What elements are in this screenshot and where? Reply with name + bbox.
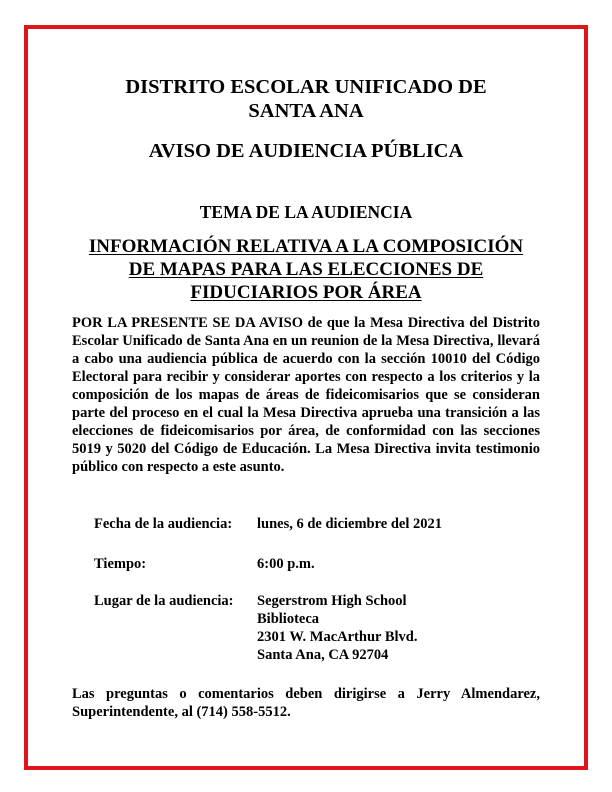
contact-paragraph: Las preguntas o comentarios deben dirigirse a Jerry Almendarez, Superintendente, al (714) 558-5512.	[72, 686, 540, 720]
district-name-line2: SANTA ANA	[248, 100, 364, 122]
topic-heading	[72, 200, 540, 224]
topic-title	[72, 235, 540, 304]
notice-title-text: AVISO DE AUDIENCIA PÚBLICA	[148, 140, 464, 162]
place-line1: Segerstrom High School	[257, 593, 407, 609]
place-line2: Biblioteca	[257, 611, 320, 627]
topic-title-line2: DE MAPAS PARA LAS ELECCIONES DE	[128, 259, 484, 280]
district-name-line1: DISTRITO ESCOLAR UNIFICADO DE	[125, 76, 487, 98]
time-value: 6:00 p.m.	[257, 556, 315, 572]
topic-title-line2-wrap	[72, 258, 540, 281]
date-value: lunes, 6 de diciembre del 2021	[257, 516, 443, 532]
topic-title-line3: FIDUCIARIOS POR ÁREA	[190, 282, 422, 303]
notice-title	[72, 139, 540, 163]
district-name	[72, 75, 540, 123]
place-label: Lugar de la audiencia:	[94, 593, 234, 609]
time-label: Tiempo:	[94, 556, 147, 572]
date-label: Fecha de la audiencia:	[94, 516, 233, 532]
topic-title-line1-wrap	[72, 235, 540, 258]
topic-title-line3-wrap	[72, 281, 540, 304]
notice-paragraph: POR LA PRESENTE SE DA AVISO de que la Mesa Directiva del Distrito Escolar Unificado de Santa Ana en un reunion de la Mesa Directiva, llevará a cabo una audiencia pública de acuerdo con la sección 10010 del Código Electoral para recibir y considerar aportes con respecto a los criterios y la composición de los mapas de áreas de fideicomisarios que se consideran parte del proceso en el cual la Mesa Directiva aprueba una transición a las elecciones de fideicomisarios por área, de conformidad con las secciones 5019 y 5020 del Código de Educación. La Mesa Directiva invita testimonio público con respecto a este asunto.	[72, 315, 540, 475]
place-line4: Santa Ana, CA 92704	[257, 647, 389, 663]
place-line3: 2301 W. MacArthur Blvd.	[257, 629, 418, 645]
topic-title-line1: INFORMACIÓN RELATIVA A LA COMPOSICIÓN	[88, 236, 524, 257]
topic-heading-text: TEMA DE LA AUDIENCIA	[199, 202, 413, 222]
